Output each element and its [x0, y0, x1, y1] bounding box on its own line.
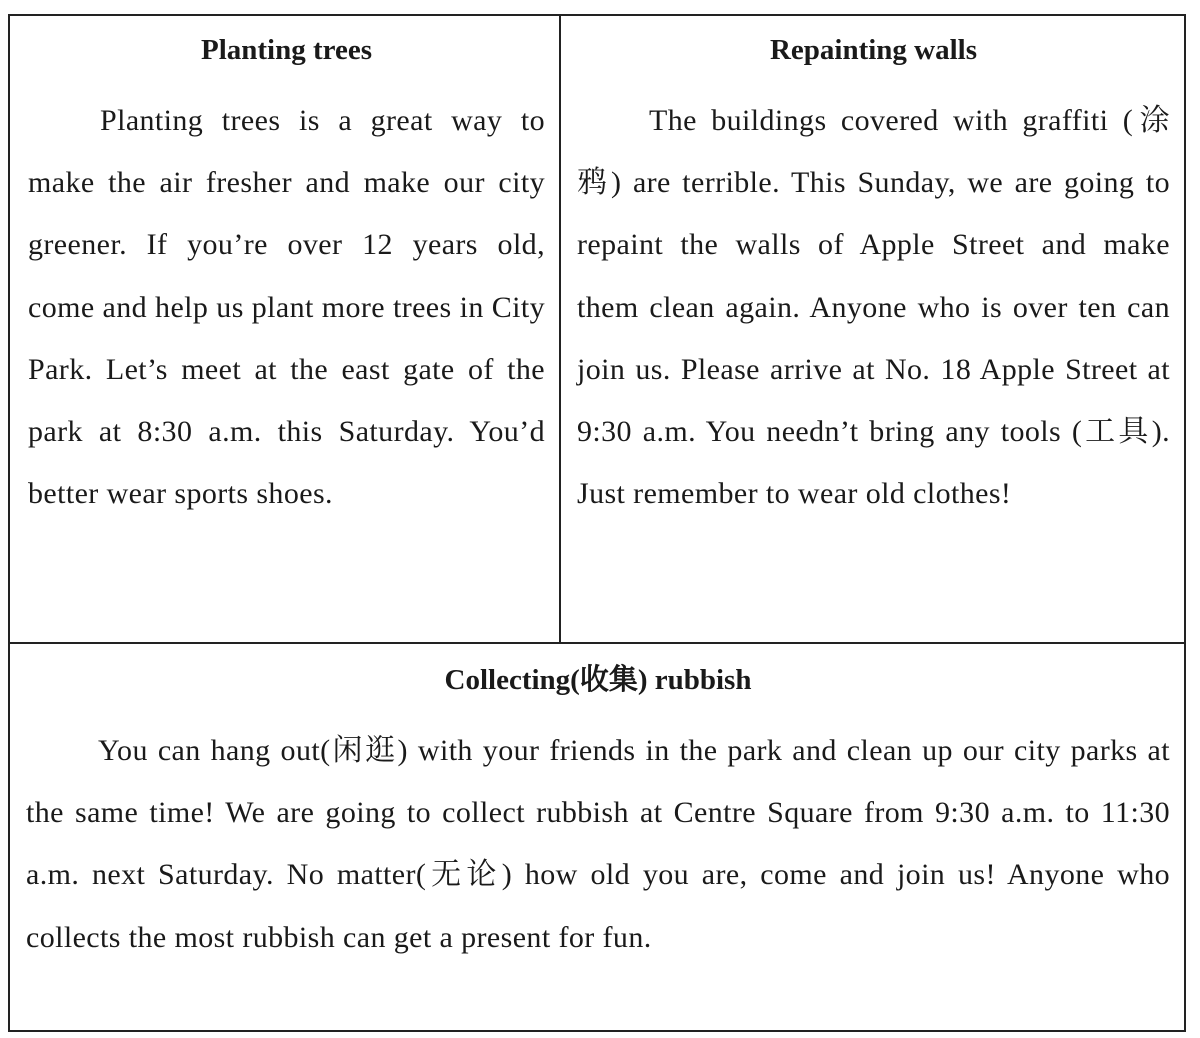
planting-trees-cell	[10, 16, 561, 642]
collecting-rubbish-heading: Collecting(收集) rubbish	[444, 664, 752, 696]
repainting-walls-cell	[561, 16, 1184, 642]
repainting-walls-heading: Repainting walls	[769, 34, 978, 66]
table-top-row	[10, 16, 1184, 644]
planting-trees-text: Planting trees is a great way to make the air fresher and make our city greener. If you’re over 12 years old, come and help us plant more trees in City Park. Let’s meet at the east gate of the park at 8:30 a.m. this Saturday. You’d better wear sports shoes.	[28, 104, 545, 511]
repainting-walls-text: The buildings covered with graffiti (涂鸦) are terrible. This Sunday, we are going to repaint the walls of Apple Street and make them clean again. Anyone who is over ten can join us. Please arrive at No. 18 Apple Street at 9:30 a.m. You needn’t bring any tools (工具). Just remember to wear old clothes!	[577, 104, 1170, 511]
collecting-rubbish-text: You can hang out(闲逛) with your friends in the park and clean up our city parks at the same time! We are going to collect rubbish at Centre Square from 9:30 a.m. to 11:30 a.m. next Saturday. No matter(无论) how old you are, come and join us! Anyone who collects the most rubbish can get a present for fun.	[26, 734, 1170, 954]
collecting-rubbish-cell	[10, 644, 1184, 1030]
planting-trees-heading: Planting trees	[200, 34, 373, 66]
notice-table	[8, 14, 1186, 1032]
